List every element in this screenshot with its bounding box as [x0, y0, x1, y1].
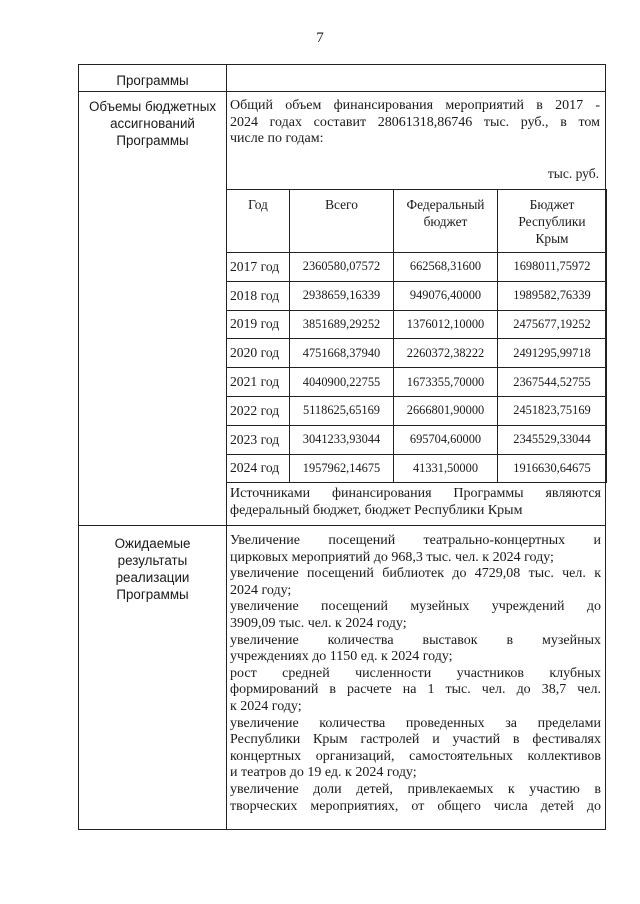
total-cell: 4751668,37940 — [290, 339, 394, 368]
regional-cell: 1698011,75972 — [498, 253, 607, 282]
total-cell: 4040900,22755 — [290, 368, 394, 397]
column-header-federal: Федеральный бюджет — [394, 190, 498, 253]
budget-intro-line: числе по годам: — [230, 131, 324, 147]
expected-results — [230, 533, 601, 815]
total-cell: 2938659,16339 — [290, 281, 394, 310]
regional-cell: 2451823,75169 — [498, 396, 607, 425]
column-header-regional: Бюджет Республики Крым — [498, 190, 607, 253]
header-row-label: Программы — [116, 73, 189, 88]
year-cell: 2017 год — [227, 253, 290, 282]
result-line: увеличение количества выставок в музейных — [230, 632, 601, 648]
budget-intro-line: 2024 годах составит 28061318,86746 тыс. руб., в том — [230, 114, 600, 130]
results-label-line: Программы — [116, 587, 189, 602]
federal-cell: 2666801,90000 — [394, 396, 498, 425]
result-line: 2024 году; — [230, 582, 292, 598]
total-cell: 5118625,65169 — [290, 396, 394, 425]
regional-cell: 2345529,33044 — [498, 425, 607, 454]
regional-cell: 2475677,19252 — [498, 310, 607, 339]
results-label — [79, 535, 226, 603]
column-header-year: Год — [227, 190, 290, 253]
budget-label-line: ассигнований — [110, 116, 195, 131]
year-cell: 2024 год — [227, 454, 290, 483]
result-line: концертных организаций, самостоятельных коллективов — [230, 748, 601, 764]
result-line: учреждениях до 1150 ед. к 2024 году; — [230, 649, 453, 665]
year-cell: 2023 год — [227, 425, 290, 454]
passport-table — [78, 64, 606, 830]
financing-row — [227, 368, 607, 397]
result-line: цирковых мероприятий до 968,3 тыс. чел. к 2024 году; — [230, 549, 554, 565]
financing-header-row — [227, 190, 607, 253]
units-label: тыс. руб. — [547, 166, 599, 181]
regional-cell: 1916630,64675 — [498, 454, 607, 483]
financing-table — [226, 189, 607, 483]
year-cell: 2021 год — [227, 368, 290, 397]
year-cell: 2018 год — [227, 281, 290, 310]
result-line: увеличение количества проведенных за пределами — [230, 715, 601, 731]
sources-line: Источниками финансирования Программы являются — [230, 486, 601, 501]
regional-cell: 2491295,99718 — [498, 339, 607, 368]
row-divider — [79, 525, 605, 526]
budget-intro-line: Общий объем финансирования мероприятий в 2017 - — [230, 98, 600, 113]
row-divider — [79, 91, 605, 92]
federal-cell: 949076,40000 — [394, 281, 498, 310]
financing-row — [227, 425, 607, 454]
total-cell: 2360580,07572 — [290, 253, 394, 282]
financing-row — [227, 310, 607, 339]
results-label-line: Ожидаемые — [114, 536, 191, 551]
year-cell: 2020 год — [227, 339, 290, 368]
result-line: и театров до 19 ед. к 2024 году; — [230, 765, 417, 781]
budget-label — [79, 98, 226, 149]
result-line: Республики Крым гастролей и участий в фестивалях — [230, 732, 601, 748]
budget-intro — [230, 98, 600, 148]
result-line: Увеличение посещений театрально-концертных и — [230, 533, 601, 548]
financing-row — [227, 396, 607, 425]
page-number: 7 — [316, 30, 324, 46]
result-line: увеличение доли детей, привлекаемых к участию в — [230, 781, 601, 797]
year-cell: 2019 год — [227, 310, 290, 339]
year-cell: 2022 год — [227, 396, 290, 425]
financing-row — [227, 339, 607, 368]
federal-cell: 2260372,38222 — [394, 339, 498, 368]
federal-cell: 1376012,10000 — [394, 310, 498, 339]
result-line: к 2024 году; — [230, 698, 302, 714]
total-cell: 1957962,14675 — [290, 454, 394, 483]
result-line: рост средней численности участников клубных — [230, 665, 601, 681]
result-line: формирований в расчете на 1 тыс. чел. до 38,7 чел. — [230, 682, 601, 698]
total-cell: 3041233,93044 — [290, 425, 394, 454]
results-label-line: результаты — [117, 553, 188, 568]
column-header-total: Всего — [290, 190, 394, 253]
financing-row — [227, 253, 607, 282]
result-line: увеличение посещений библиотек до 4729,08 тыс. чел. к — [230, 566, 601, 582]
financing-sources — [230, 486, 601, 519]
result-line: увеличение посещений музейных учреждений до — [230, 599, 601, 615]
total-cell: 3851689,29252 — [290, 310, 394, 339]
federal-cell: 1673355,70000 — [394, 368, 498, 397]
financing-row — [227, 281, 607, 310]
results-label-line: реализации — [115, 570, 190, 585]
federal-cell: 662568,31600 — [394, 253, 498, 282]
budget-label-line: Программы — [116, 133, 189, 148]
financing-row — [227, 454, 607, 483]
sources-line: федеральный бюджет, бюджет Республики Крым — [230, 502, 523, 518]
federal-cell: 695704,60000 — [394, 425, 498, 454]
regional-cell: 2367544,52755 — [498, 368, 607, 397]
result-line: творческих мероприятиях, от общего числа детей до — [230, 798, 601, 814]
federal-cell: 41331,50000 — [394, 454, 498, 483]
budget-label-line: Объемы бюджетных — [88, 99, 217, 114]
regional-cell: 1989582,76339 — [498, 281, 607, 310]
result-line: 3909,09 тыс. чел. к 2024 году; — [230, 615, 407, 631]
